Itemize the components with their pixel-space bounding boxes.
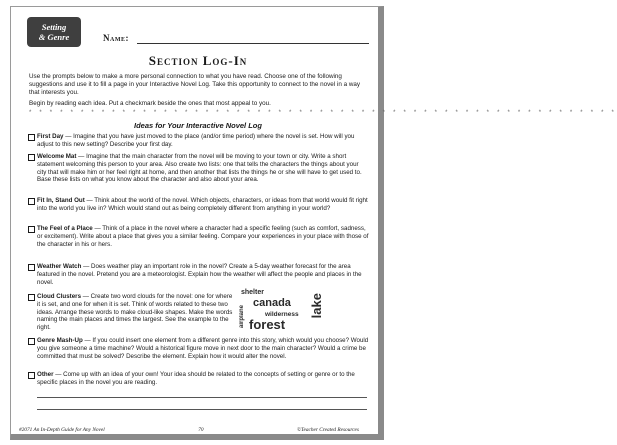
idea-name: Welcome Mat [37,153,77,160]
footer-page-number: 70 [198,427,204,433]
checkbox[interactable] [28,198,35,205]
intro-text [29,73,369,111]
idea-genre-mash-up [37,337,369,360]
name-label: Name: [103,33,129,43]
section-tag [27,17,81,47]
idea-text: — Think about the world of the novel. Which objects, characters, or ideas from that world would fit right into the world you live in? Which would stand out as being completely different from anything in your world? [37,197,368,212]
word-forest: forest [249,317,286,332]
footer-copyright: #2071 An In-Depth Guide for Any Novel [19,427,105,433]
checkbox[interactable] [28,264,35,271]
idea-name: Weather Watch [37,263,82,270]
checkbox[interactable] [28,226,35,233]
word-wilderness: wilderness [265,311,299,318]
star-divider: * * * * * * * * * * * * * * * * * * * * * * * * * * * * * * * * * * * * * * * * * * * * * * * * * * * * * * * * * [29,110,617,116]
write-in-line[interactable] [37,409,367,410]
idea-text: — If you could insert one element from a different genre into this story, which would you choose? Would you give someone a time machine? Would a historical figure move in next door to the main character? Would a crime be committed that must be solved? Describe the element. Explain how it would alter the novel. [37,337,369,360]
page-title: Section Log-In [148,53,248,68]
ideas-heading: Ideas for Your Interactive Novel Log [134,121,262,130]
idea-name: Cloud Clusters [37,293,82,300]
idea-name: Fit In, Stand Out [37,197,85,204]
idea-text: — Come up with an idea of your own! Your idea should be related to the concepts of setting or genre or to the specific places in the novel you are reading. [37,371,355,386]
word-shelter: shelter [241,289,264,296]
idea-name: First Day [37,133,64,140]
idea-text: — Does weather play an important role in the novel? Create a 5-day weather forecast for the area featured in the novel. Pretend you are a meteorologist. Explain how the weather will affect the people and places in the novel. [37,263,362,286]
section-tag-line2: & Genre [38,32,70,42]
name-field [103,33,373,45]
checkbox[interactable] [28,294,35,301]
idea-text: — Imagine that you have just moved to the place (and/or time period) where the novel is set. How will you adjust to this new setting? Describe your first day. [37,133,355,148]
checkbox[interactable] [28,372,35,379]
idea-name: Other [37,371,54,378]
section-tag-line1: Setting [41,22,67,32]
footer-publisher: ©Teacher Created Resources [296,427,359,433]
idea-text: — Create two word clouds for the novel: one for where it is set, and one for when it is set. Think of words related to these two ideas. Arrange these words to make cloud-like shapes. Make the words naming the main places and times the largest. See the example to the right. [37,293,233,332]
checkbox[interactable] [28,134,35,141]
word-cloud-example [239,289,331,337]
worksheet-page [10,6,617,440]
idea-weather-watch [37,263,369,286]
intro-paragraph-1: Use the prompts below to make a more personal connection to what you have read. Choose one of the following suggestions and use it to fill a page in your Interactive Novel Log. Take this opportunity to connect to the novel in a way that interests you. [29,73,361,97]
idea-name: Genre Mash-Up [37,337,83,344]
idea-name: The Feel of a Place [37,225,93,232]
idea-first-day [37,133,369,149]
idea-welcome-mat [37,153,369,184]
page-footer [19,427,359,433]
idea-text: — Think of a place in the novel where a character had a specific feeling (such as comfort, sadness, or excitement). Write about a place that gives you a similar feeling. Compare your experiences in your place with those of the character in his or hers. [37,225,369,248]
write-in-line[interactable] [37,397,367,398]
idea-feel-of-a-place [37,225,369,248]
intro-paragraph-2: Begin by reading each idea. Put a checkmark beside the ones that most appeal to you. [29,100,271,108]
idea-cloud-clusters [37,293,237,332]
idea-fit-in-stand-out [37,197,369,213]
word-canada: canada [253,297,291,309]
checkbox[interactable] [28,154,35,161]
idea-text: — Imagine that the main character from the novel will be moving to your town or city. Write a short statement welcoming this person to your area. Also create two lists: one that tells the characters the things about your city that will make him or her feel right at home, and then another that lists the things he or she will have to get used to. Base these lists on what you know about the character and also about your area. [37,153,362,184]
checkbox[interactable] [28,338,35,345]
word-airplane: airplane [239,305,245,329]
name-line[interactable] [137,43,369,44]
idea-other [37,371,369,387]
word-lake: lake [309,293,324,319]
